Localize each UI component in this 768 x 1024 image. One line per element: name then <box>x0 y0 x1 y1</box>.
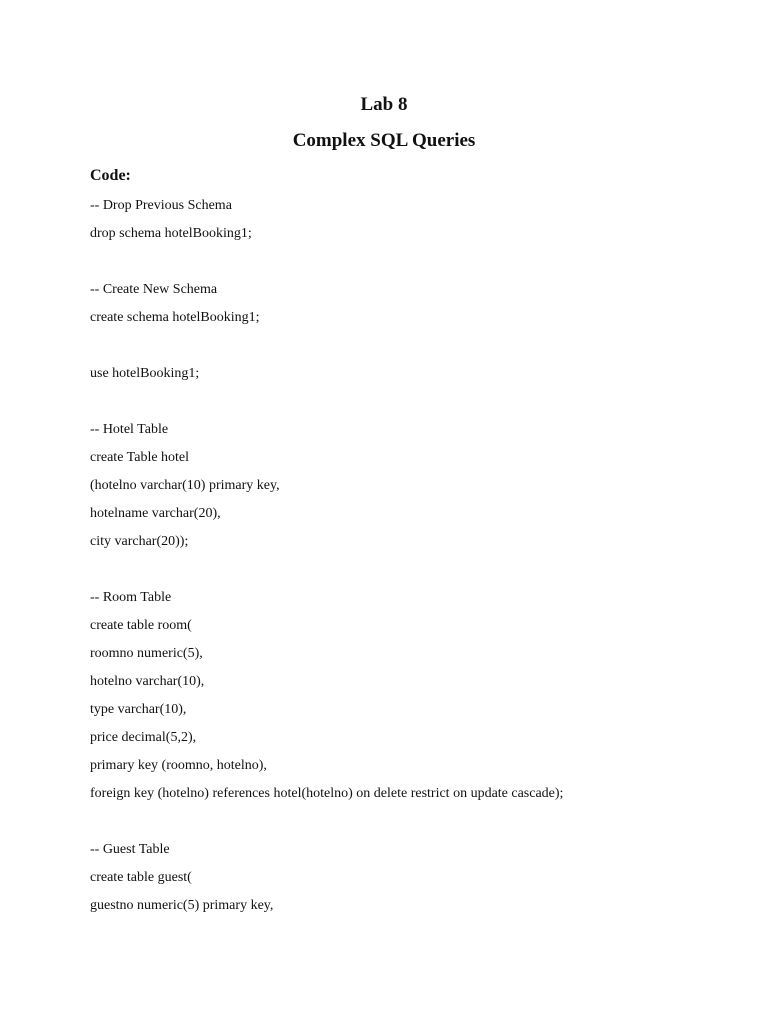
code-line: create table room( <box>90 618 192 633</box>
code-line: (hotelno varchar(10) primary key, <box>90 478 280 493</box>
code-line: primary key (roomno, hotelno), <box>90 758 267 773</box>
code-line: create Table hotel <box>90 450 190 465</box>
code-line: -- Room Table <box>90 590 172 605</box>
document-title: Lab 8 <box>360 94 408 115</box>
code-line: hotelname varchar(20), <box>90 506 221 521</box>
code-line: price decimal(5,2), <box>90 730 197 745</box>
code-line: foreign key (hotelno) references hotel(hotelno) on delete restrict on update cascade); <box>90 786 564 801</box>
code-line-blank <box>90 392 563 420</box>
code-line: -- Drop Previous Schema <box>90 198 232 213</box>
code-line: drop schema hotelBooking1; <box>90 226 252 241</box>
code-line: -- Hotel Table <box>90 422 169 437</box>
section-heading: Code: <box>90 167 131 184</box>
code-line: type varchar(10), <box>90 702 187 717</box>
document-subtitle: Complex SQL Queries <box>292 130 476 151</box>
code-line: hotelno varchar(10), <box>90 674 205 689</box>
code-line: -- Guest Table <box>90 842 170 857</box>
code-line: guestno numeric(5) primary key, <box>90 898 274 913</box>
code-line: -- Create New Schema <box>90 282 218 297</box>
code-line: roomno numeric(5), <box>90 646 203 661</box>
code-line-blank <box>90 560 563 588</box>
code-line-blank <box>90 252 563 280</box>
code-line-blank <box>90 336 563 364</box>
code-line-blank <box>90 812 563 840</box>
code-block <box>90 196 563 924</box>
code-line: use hotelBooking1; <box>90 366 200 381</box>
code-line: city varchar(20)); <box>90 534 189 549</box>
code-line: create schema hotelBooking1; <box>90 310 260 325</box>
code-line: create table guest( <box>90 870 192 885</box>
